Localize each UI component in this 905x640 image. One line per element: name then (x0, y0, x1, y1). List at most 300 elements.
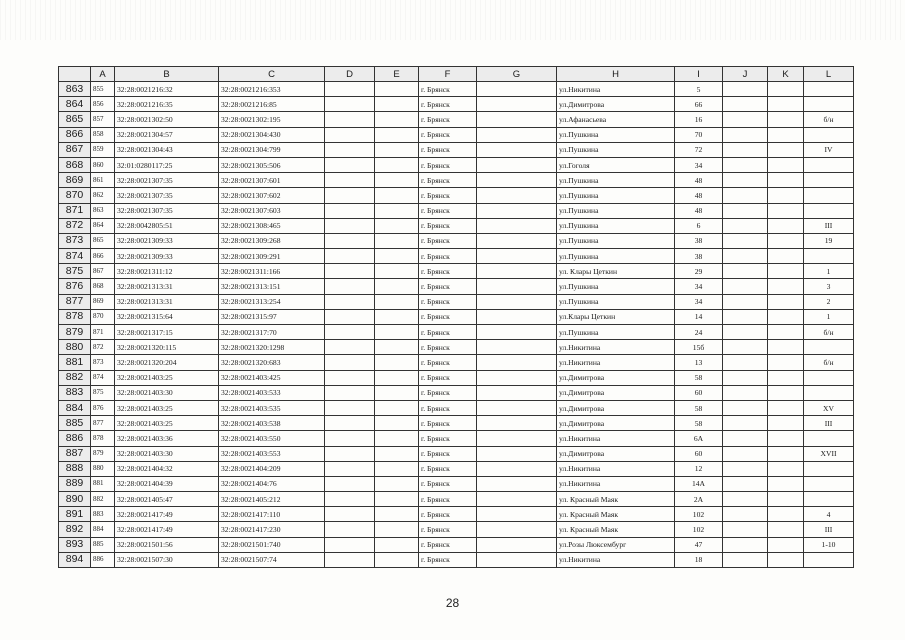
cell-j[interactable] (723, 492, 768, 507)
cell-g[interactable] (477, 370, 557, 385)
cell-e[interactable] (375, 507, 419, 522)
cell-a[interactable]: 878 (91, 431, 115, 446)
cell-d[interactable] (325, 188, 375, 203)
cell-c[interactable]: 32:28:0021507:74 (219, 552, 325, 567)
cell-e[interactable] (375, 446, 419, 461)
cell-e[interactable] (375, 309, 419, 324)
cell-k[interactable] (768, 446, 804, 461)
cell-l[interactable] (804, 127, 854, 142)
cell-d[interactable] (325, 552, 375, 567)
cell-c[interactable]: 32:28:0021309:268 (219, 233, 325, 248)
cell-a[interactable]: 868 (91, 279, 115, 294)
cell-d[interactable] (325, 400, 375, 415)
cell-i[interactable]: 58 (675, 370, 723, 385)
cell-b[interactable]: 32:28:0021313:31 (115, 294, 219, 309)
cell-k[interactable] (768, 157, 804, 172)
cell-a[interactable]: 869 (91, 294, 115, 309)
cell-l[interactable]: 1 (804, 264, 854, 279)
cell-a[interactable]: 876 (91, 400, 115, 415)
cell-h[interactable]: ул.Пушкина (557, 325, 675, 340)
row-header[interactable]: 873 (59, 233, 91, 248)
cell-k[interactable] (768, 385, 804, 400)
cell-k[interactable] (768, 400, 804, 415)
cell-a[interactable]: 884 (91, 522, 115, 537)
cell-f[interactable]: г. Брянск (419, 552, 477, 567)
cell-e[interactable] (375, 385, 419, 400)
cell-a[interactable]: 880 (91, 461, 115, 476)
cell-g[interactable] (477, 188, 557, 203)
cell-j[interactable] (723, 294, 768, 309)
cell-a[interactable]: 871 (91, 325, 115, 340)
cell-e[interactable] (375, 522, 419, 537)
cell-h[interactable]: ул.Никитина (557, 82, 675, 97)
cell-i[interactable]: 29 (675, 264, 723, 279)
row-header[interactable]: 884 (59, 400, 91, 415)
cell-i[interactable]: 6 (675, 218, 723, 233)
cell-c[interactable]: 32:28:0021305:506 (219, 157, 325, 172)
cell-b[interactable]: 32:28:0021304:43 (115, 142, 219, 157)
cell-h[interactable]: ул.Пушкина (557, 249, 675, 264)
cell-a[interactable]: 863 (91, 203, 115, 218)
cell-h[interactable]: ул.Пушкина (557, 142, 675, 157)
cell-g[interactable] (477, 294, 557, 309)
cell-f[interactable]: г. Брянск (419, 279, 477, 294)
cell-k[interactable] (768, 82, 804, 97)
cell-i[interactable]: 60 (675, 385, 723, 400)
cell-k[interactable] (768, 492, 804, 507)
cell-b[interactable]: 32:28:0021403:36 (115, 431, 219, 446)
row-header[interactable]: 874 (59, 249, 91, 264)
cell-a[interactable]: 857 (91, 112, 115, 127)
cell-g[interactable] (477, 461, 557, 476)
cell-h[interactable]: ул.Никитина (557, 552, 675, 567)
cell-h[interactable]: ул.Димитрова (557, 385, 675, 400)
cell-a[interactable]: 882 (91, 492, 115, 507)
cell-e[interactable] (375, 476, 419, 491)
cell-k[interactable] (768, 233, 804, 248)
cell-i[interactable]: 13 (675, 355, 723, 370)
cell-d[interactable] (325, 325, 375, 340)
cell-f[interactable]: г. Брянск (419, 385, 477, 400)
cell-f[interactable]: г. Брянск (419, 446, 477, 461)
cell-a[interactable]: 855 (91, 82, 115, 97)
cell-k[interactable] (768, 507, 804, 522)
cell-h[interactable]: ул. Красный Маяк (557, 507, 675, 522)
cell-f[interactable]: г. Брянск (419, 309, 477, 324)
cell-k[interactable] (768, 309, 804, 324)
row-header[interactable]: 882 (59, 370, 91, 385)
cell-c[interactable]: 32:28:0021307:603 (219, 203, 325, 218)
cell-g[interactable] (477, 476, 557, 491)
cell-b[interactable]: 32:28:0042805:51 (115, 218, 219, 233)
cell-a[interactable]: 883 (91, 507, 115, 522)
cell-b[interactable]: 32:28:0021404:39 (115, 476, 219, 491)
cell-g[interactable] (477, 400, 557, 415)
cell-b[interactable]: 32:28:0021403:25 (115, 416, 219, 431)
column-header-g[interactable]: G (477, 67, 557, 82)
cell-e[interactable] (375, 431, 419, 446)
cell-c[interactable]: 32:28:0021403:535 (219, 400, 325, 415)
cell-i[interactable]: 58 (675, 416, 723, 431)
cell-e[interactable] (375, 416, 419, 431)
cell-h[interactable]: ул.Димитрова (557, 400, 675, 415)
cell-g[interactable] (477, 431, 557, 446)
cell-i[interactable]: 48 (675, 188, 723, 203)
cell-l[interactable] (804, 249, 854, 264)
cell-a[interactable]: 873 (91, 355, 115, 370)
cell-b[interactable]: 32:28:0021403:25 (115, 370, 219, 385)
cell-k[interactable] (768, 461, 804, 476)
cell-d[interactable] (325, 294, 375, 309)
cell-l[interactable]: 19 (804, 233, 854, 248)
row-header[interactable]: 879 (59, 325, 91, 340)
cell-e[interactable] (375, 233, 419, 248)
cell-d[interactable] (325, 340, 375, 355)
cell-h[interactable]: ул.Пушкина (557, 294, 675, 309)
cell-j[interactable] (723, 279, 768, 294)
cell-f[interactable]: г. Брянск (419, 203, 477, 218)
cell-b[interactable]: 32:28:0021404:32 (115, 461, 219, 476)
cell-f[interactable]: г. Брянск (419, 264, 477, 279)
cell-f[interactable]: г. Брянск (419, 492, 477, 507)
cell-d[interactable] (325, 537, 375, 552)
cell-f[interactable]: г. Брянск (419, 416, 477, 431)
cell-g[interactable] (477, 279, 557, 294)
column-header-d[interactable]: D (325, 67, 375, 82)
cell-i[interactable]: 102 (675, 522, 723, 537)
cell-g[interactable] (477, 309, 557, 324)
cell-k[interactable] (768, 416, 804, 431)
cell-f[interactable]: г. Брянск (419, 249, 477, 264)
cell-c[interactable]: 32:28:0021317:70 (219, 325, 325, 340)
cell-k[interactable] (768, 294, 804, 309)
cell-g[interactable] (477, 385, 557, 400)
cell-j[interactable] (723, 203, 768, 218)
cell-l[interactable]: XVII (804, 446, 854, 461)
cell-k[interactable] (768, 173, 804, 188)
cell-f[interactable]: г. Брянск (419, 461, 477, 476)
cell-j[interactable] (723, 431, 768, 446)
cell-e[interactable] (375, 82, 419, 97)
cell-i[interactable]: 72 (675, 142, 723, 157)
cell-j[interactable] (723, 127, 768, 142)
row-header[interactable]: 880 (59, 340, 91, 355)
cell-i[interactable]: 2А (675, 492, 723, 507)
cell-l[interactable]: III (804, 218, 854, 233)
cell-c[interactable]: 32:28:0021404:76 (219, 476, 325, 491)
cell-k[interactable] (768, 203, 804, 218)
cell-c[interactable]: 32:28:0021216:85 (219, 97, 325, 112)
cell-h[interactable]: ул.Гоголя (557, 157, 675, 172)
cell-c[interactable]: 32:28:0021417:110 (219, 507, 325, 522)
cell-g[interactable] (477, 82, 557, 97)
cell-e[interactable] (375, 340, 419, 355)
row-header[interactable]: 872 (59, 218, 91, 233)
cell-f[interactable]: г. Брянск (419, 370, 477, 385)
column-header-h[interactable]: H (557, 67, 675, 82)
cell-b[interactable]: 32:28:0021320:115 (115, 340, 219, 355)
cell-a[interactable]: 860 (91, 157, 115, 172)
cell-l[interactable] (804, 173, 854, 188)
cell-g[interactable] (477, 218, 557, 233)
cell-h[interactable]: ул.Димитрова (557, 97, 675, 112)
cell-k[interactable] (768, 249, 804, 264)
cell-d[interactable] (325, 173, 375, 188)
cell-c[interactable]: 32:28:0021313:151 (219, 279, 325, 294)
cell-e[interactable] (375, 325, 419, 340)
cell-h[interactable]: ул.Димитрова (557, 416, 675, 431)
cell-l[interactable]: XV (804, 400, 854, 415)
cell-g[interactable] (477, 522, 557, 537)
cell-l[interactable] (804, 188, 854, 203)
cell-j[interactable] (723, 173, 768, 188)
cell-g[interactable] (477, 173, 557, 188)
cell-a[interactable]: 856 (91, 97, 115, 112)
row-header[interactable]: 892 (59, 522, 91, 537)
cell-g[interactable] (477, 340, 557, 355)
cell-j[interactable] (723, 82, 768, 97)
cell-k[interactable] (768, 340, 804, 355)
cell-f[interactable]: г. Брянск (419, 340, 477, 355)
cell-f[interactable]: г. Брянск (419, 325, 477, 340)
row-header[interactable]: 867 (59, 142, 91, 157)
cell-d[interactable] (325, 507, 375, 522)
cell-k[interactable] (768, 537, 804, 552)
cell-l[interactable]: 4 (804, 507, 854, 522)
cell-c[interactable]: 32:28:0021320:683 (219, 355, 325, 370)
cell-h[interactable]: ул.Никитина (557, 476, 675, 491)
cell-c[interactable]: 32:28:0021403:538 (219, 416, 325, 431)
cell-h[interactable]: ул.Пушкина (557, 173, 675, 188)
cell-k[interactable] (768, 279, 804, 294)
column-header-i[interactable]: I (675, 67, 723, 82)
cell-k[interactable] (768, 355, 804, 370)
cell-i[interactable]: 14А (675, 476, 723, 491)
cell-b[interactable]: 32:28:0021403:30 (115, 385, 219, 400)
cell-c[interactable]: 32:28:0021405:212 (219, 492, 325, 507)
cell-d[interactable] (325, 522, 375, 537)
cell-c[interactable]: 32:28:0021315:97 (219, 309, 325, 324)
cell-a[interactable]: 865 (91, 233, 115, 248)
row-header[interactable]: 877 (59, 294, 91, 309)
cell-e[interactable] (375, 461, 419, 476)
cell-c[interactable]: 32:28:0021403:550 (219, 431, 325, 446)
cell-b[interactable]: 32:28:0021315:64 (115, 309, 219, 324)
cell-g[interactable] (477, 552, 557, 567)
cell-k[interactable] (768, 264, 804, 279)
cell-b[interactable]: 32:28:0021417:49 (115, 522, 219, 537)
cell-l[interactable] (804, 82, 854, 97)
cell-j[interactable] (723, 157, 768, 172)
cell-a[interactable]: 879 (91, 446, 115, 461)
cell-c[interactable]: 32:28:0021403:553 (219, 446, 325, 461)
cell-d[interactable] (325, 446, 375, 461)
cell-h[interactable]: ул.Никитина (557, 340, 675, 355)
row-header[interactable]: 890 (59, 492, 91, 507)
cell-c[interactable]: 32:28:0021216:353 (219, 82, 325, 97)
cell-g[interactable] (477, 325, 557, 340)
cell-f[interactable]: г. Брянск (419, 522, 477, 537)
cell-g[interactable] (477, 249, 557, 264)
cell-d[interactable] (325, 142, 375, 157)
cell-b[interactable]: 32:28:0021311:12 (115, 264, 219, 279)
cell-d[interactable] (325, 279, 375, 294)
cell-b[interactable]: 32:28:0021405:47 (115, 492, 219, 507)
cell-i[interactable]: 66 (675, 97, 723, 112)
cell-l[interactable] (804, 492, 854, 507)
cell-k[interactable] (768, 370, 804, 385)
cell-a[interactable]: 877 (91, 416, 115, 431)
cell-h[interactable]: ул.Никитина (557, 355, 675, 370)
cell-a[interactable]: 867 (91, 264, 115, 279)
cell-e[interactable] (375, 400, 419, 415)
row-header[interactable]: 885 (59, 416, 91, 431)
cell-e[interactable] (375, 294, 419, 309)
cell-j[interactable] (723, 400, 768, 415)
row-header[interactable]: 891 (59, 507, 91, 522)
cell-e[interactable] (375, 203, 419, 218)
cell-h[interactable]: ул.Пушкина (557, 127, 675, 142)
cell-d[interactable] (325, 476, 375, 491)
cell-g[interactable] (477, 233, 557, 248)
cell-b[interactable]: 32:28:0021317:15 (115, 325, 219, 340)
cell-b[interactable]: 32:28:0021417:49 (115, 507, 219, 522)
cell-j[interactable] (723, 537, 768, 552)
cell-e[interactable] (375, 157, 419, 172)
cell-d[interactable] (325, 218, 375, 233)
cell-e[interactable] (375, 173, 419, 188)
cell-l[interactable]: 3 (804, 279, 854, 294)
column-header-k[interactable]: K (768, 67, 804, 82)
cell-l[interactable] (804, 431, 854, 446)
cell-d[interactable] (325, 309, 375, 324)
cell-b[interactable]: 32:01:0280117:25 (115, 157, 219, 172)
cell-c[interactable]: 32:28:0021501:740 (219, 537, 325, 552)
cell-c[interactable]: 32:28:0021417:230 (219, 522, 325, 537)
cell-i[interactable]: 47 (675, 537, 723, 552)
cell-f[interactable]: г. Брянск (419, 233, 477, 248)
cell-j[interactable] (723, 112, 768, 127)
cell-i[interactable]: 12 (675, 461, 723, 476)
cell-c[interactable]: 32:28:0021403:533 (219, 385, 325, 400)
cell-e[interactable] (375, 370, 419, 385)
cell-e[interactable] (375, 218, 419, 233)
cell-c[interactable]: 32:28:0021307:601 (219, 173, 325, 188)
cell-c[interactable]: 32:28:0021404:209 (219, 461, 325, 476)
cell-j[interactable] (723, 552, 768, 567)
cell-b[interactable]: 32:28:0021304:57 (115, 127, 219, 142)
cell-a[interactable]: 859 (91, 142, 115, 157)
cell-b[interactable]: 32:28:0021216:32 (115, 82, 219, 97)
cell-f[interactable]: г. Брянск (419, 188, 477, 203)
cell-h[interactable]: ул.Димитрова (557, 446, 675, 461)
cell-b[interactable]: 32:28:0021307:35 (115, 203, 219, 218)
cell-h[interactable]: ул.Розы Люксембург (557, 537, 675, 552)
cell-e[interactable] (375, 355, 419, 370)
cell-g[interactable] (477, 127, 557, 142)
cell-a[interactable]: 864 (91, 218, 115, 233)
cell-c[interactable]: 32:28:0021313:254 (219, 294, 325, 309)
cell-g[interactable] (477, 203, 557, 218)
cell-f[interactable]: г. Брянск (419, 173, 477, 188)
cell-l[interactable] (804, 476, 854, 491)
cell-f[interactable]: г. Брянск (419, 142, 477, 157)
cell-d[interactable] (325, 97, 375, 112)
cell-a[interactable]: 858 (91, 127, 115, 142)
cell-j[interactable] (723, 522, 768, 537)
cell-e[interactable] (375, 97, 419, 112)
column-header-e[interactable]: E (375, 67, 419, 82)
cell-g[interactable] (477, 446, 557, 461)
cell-f[interactable]: г. Брянск (419, 431, 477, 446)
cell-h[interactable]: ул. Красный Маяк (557, 492, 675, 507)
cell-d[interactable] (325, 385, 375, 400)
cell-g[interactable] (477, 112, 557, 127)
cell-l[interactable]: б/н (804, 325, 854, 340)
cell-h[interactable]: ул. Клары Цеткин (557, 264, 675, 279)
cell-c[interactable]: 32:28:0021320:1298 (219, 340, 325, 355)
cell-d[interactable] (325, 233, 375, 248)
row-header[interactable]: 883 (59, 385, 91, 400)
cell-d[interactable] (325, 461, 375, 476)
cell-e[interactable] (375, 537, 419, 552)
cell-f[interactable]: г. Брянск (419, 355, 477, 370)
cell-e[interactable] (375, 249, 419, 264)
cell-g[interactable] (477, 507, 557, 522)
cell-b[interactable]: 32:28:0021307:35 (115, 173, 219, 188)
cell-e[interactable] (375, 552, 419, 567)
cell-i[interactable]: 34 (675, 279, 723, 294)
cell-d[interactable] (325, 370, 375, 385)
row-header[interactable]: 889 (59, 476, 91, 491)
cell-a[interactable]: 874 (91, 370, 115, 385)
cell-f[interactable]: г. Брянск (419, 400, 477, 415)
row-header[interactable]: 886 (59, 431, 91, 446)
cell-a[interactable]: 862 (91, 188, 115, 203)
cell-f[interactable]: г. Брянск (419, 218, 477, 233)
cell-a[interactable]: 881 (91, 476, 115, 491)
cell-i[interactable]: 70 (675, 127, 723, 142)
cell-f[interactable]: г. Брянск (419, 82, 477, 97)
cell-l[interactable]: III (804, 522, 854, 537)
cell-g[interactable] (477, 537, 557, 552)
cell-f[interactable]: г. Брянск (419, 294, 477, 309)
cell-j[interactable] (723, 385, 768, 400)
column-header-a[interactable]: A (91, 67, 115, 82)
cell-k[interactable] (768, 552, 804, 567)
cell-i[interactable]: 34 (675, 294, 723, 309)
cell-j[interactable] (723, 264, 768, 279)
cell-c[interactable]: 32:28:0021309:291 (219, 249, 325, 264)
cell-j[interactable] (723, 309, 768, 324)
cell-l[interactable] (804, 157, 854, 172)
row-header[interactable]: 868 (59, 157, 91, 172)
cell-c[interactable]: 32:28:0021304:430 (219, 127, 325, 142)
cell-e[interactable] (375, 188, 419, 203)
cell-j[interactable] (723, 507, 768, 522)
cell-l[interactable] (804, 461, 854, 476)
row-header[interactable]: 869 (59, 173, 91, 188)
row-header[interactable]: 893 (59, 537, 91, 552)
cell-k[interactable] (768, 431, 804, 446)
cell-j[interactable] (723, 355, 768, 370)
cell-b[interactable]: 32:28:0021320:204 (115, 355, 219, 370)
cell-d[interactable] (325, 127, 375, 142)
cell-l[interactable]: III (804, 416, 854, 431)
cell-e[interactable] (375, 142, 419, 157)
cell-l[interactable] (804, 552, 854, 567)
cell-e[interactable] (375, 279, 419, 294)
